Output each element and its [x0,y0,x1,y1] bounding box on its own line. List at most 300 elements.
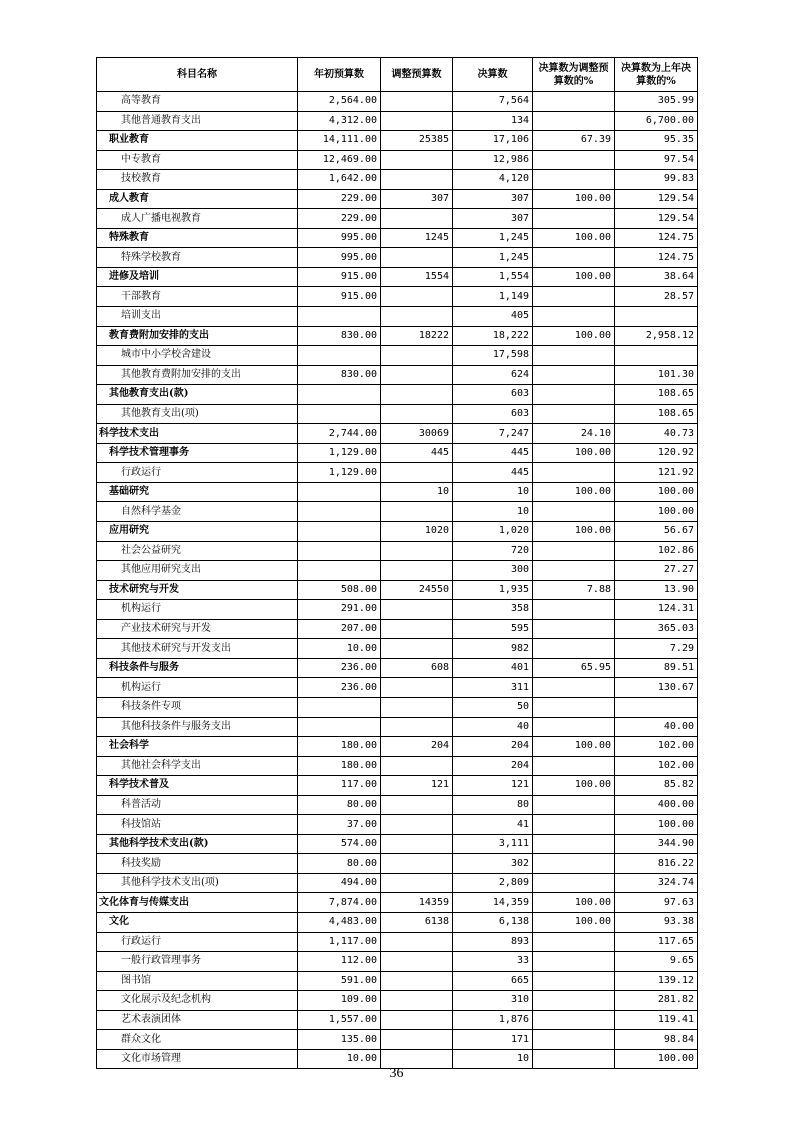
table-row [97,131,698,151]
cell-pct-of-adjusted [533,834,615,854]
cell-pct-of-adjusted [533,170,615,190]
cell-final-account: 41 [453,815,533,835]
table-row [97,463,698,483]
cell-adjusted-budget [381,873,453,893]
cell-adjusted-budget [381,756,453,776]
cell-initial-budget [298,541,381,561]
cell-pct-of-previous: 119.41 [615,1010,698,1030]
cell-pct-of-adjusted: 100.00 [533,189,615,209]
cell-initial-budget: 229.00 [298,189,381,209]
cell-pct-of-adjusted [533,365,615,385]
cell-pct-of-previous: 102.00 [615,737,698,757]
cell-initial-budget: 37.00 [298,815,381,835]
cell-pct-of-previous: 27.27 [615,561,698,581]
table-row [97,287,698,307]
cell-final-account: 18,222 [453,326,533,346]
cell-pct-of-previous: 38.64 [615,267,698,287]
cell-initial-budget [298,346,381,366]
cell-initial-budget: 1,129.00 [298,463,381,483]
cell-initial-budget [298,404,381,424]
cell-final-account: 311 [453,678,533,698]
cell-adjusted-budget: 1245 [381,228,453,248]
cell-adjusted-budget [381,717,453,737]
header-final-account: 决算数 [453,58,533,92]
cell-subject-name: 图书馆 [97,971,298,991]
cell-pct-of-previous [615,697,698,717]
cell-adjusted-budget [381,502,453,522]
cell-initial-budget: 574.00 [298,834,381,854]
cell-final-account: 310 [453,991,533,1011]
cell-subject-name: 教育费附加安排的支出 [97,326,298,346]
cell-adjusted-budget [381,952,453,972]
cell-final-account: 982 [453,639,533,659]
table-row [97,795,698,815]
cell-initial-budget: 14,111.00 [298,131,381,151]
cell-subject-name: 其他科技条件与服务支出 [97,717,298,737]
cell-initial-budget: 180.00 [298,756,381,776]
cell-initial-budget: 2,564.00 [298,92,381,112]
table-row [97,971,698,991]
cell-final-account: 358 [453,600,533,620]
cell-adjusted-budget: 1020 [381,522,453,542]
cell-final-account: 1,935 [453,580,533,600]
cell-pct-of-adjusted: 65.95 [533,658,615,678]
cell-adjusted-budget [381,991,453,1011]
cell-initial-budget: 494.00 [298,873,381,893]
cell-subject-name: 社会科学 [97,737,298,757]
cell-subject-name: 培训支出 [97,307,298,327]
table-row [97,385,698,405]
cell-initial-budget: 508.00 [298,580,381,600]
cell-pct-of-previous: 365.03 [615,619,698,639]
table-row [97,267,698,287]
cell-initial-budget: 10.00 [298,1049,381,1069]
table-row [97,248,698,268]
cell-subject-name: 科技条件专项 [97,697,298,717]
cell-pct-of-previous: 2,958.12 [615,326,698,346]
cell-adjusted-budget: 30069 [381,424,453,444]
cell-pct-of-previous: 120.92 [615,443,698,463]
cell-final-account: 1,245 [453,228,533,248]
cell-adjusted-budget: 14359 [381,893,453,913]
cell-pct-of-adjusted [533,150,615,170]
cell-adjusted-budget: 204 [381,737,453,757]
cell-pct-of-previous: 102.86 [615,541,698,561]
cell-final-account: 12,986 [453,150,533,170]
cell-pct-of-adjusted [533,287,615,307]
cell-pct-of-adjusted: 100.00 [533,893,615,913]
cell-adjusted-budget [381,209,453,229]
cell-pct-of-adjusted [533,404,615,424]
cell-final-account: 302 [453,854,533,874]
cell-pct-of-adjusted [533,697,615,717]
cell-final-account: 204 [453,756,533,776]
cell-final-account: 401 [453,658,533,678]
cell-adjusted-budget [381,600,453,620]
cell-initial-budget: 1,117.00 [298,932,381,952]
cell-pct-of-previous: 95.35 [615,131,698,151]
cell-adjusted-budget [381,971,453,991]
cell-initial-budget: 10.00 [298,639,381,659]
cell-pct-of-adjusted [533,756,615,776]
cell-adjusted-budget [381,697,453,717]
cell-final-account: 121 [453,776,533,796]
cell-pct-of-previous [615,307,698,327]
cell-subject-name: 特殊学校教育 [97,248,298,268]
cell-subject-name: 技校教育 [97,170,298,190]
cell-final-account: 603 [453,404,533,424]
table-row [97,92,698,112]
cell-adjusted-budget: 1554 [381,267,453,287]
cell-initial-budget: 830.00 [298,326,381,346]
table-row [97,600,698,620]
cell-final-account: 3,111 [453,834,533,854]
cell-initial-budget: 12,469.00 [298,150,381,170]
cell-pct-of-previous: 816.22 [615,854,698,874]
table-row [97,424,698,444]
table-row [97,873,698,893]
cell-subject-name: 科技条件与服务 [97,658,298,678]
cell-initial-budget [298,697,381,717]
cell-final-account: 204 [453,737,533,757]
cell-initial-budget [298,561,381,581]
cell-pct-of-adjusted: 67.39 [533,131,615,151]
cell-final-account: 893 [453,932,533,952]
table-row [97,756,698,776]
cell-pct-of-previous: 108.65 [615,404,698,424]
cell-adjusted-budget [381,307,453,327]
cell-pct-of-adjusted: 100.00 [533,267,615,287]
cell-final-account: 445 [453,463,533,483]
cell-adjusted-budget [381,678,453,698]
cell-initial-budget: 4,483.00 [298,912,381,932]
cell-pct-of-previous: 124.75 [615,248,698,268]
cell-adjusted-budget [381,346,453,366]
cell-adjusted-budget [381,287,453,307]
cell-subject-name: 其他教育支出(款) [97,385,298,405]
cell-pct-of-adjusted [533,815,615,835]
cell-pct-of-previous: 40.00 [615,717,698,737]
table-row [97,561,698,581]
cell-subject-name: 文化体育与传媒支出 [97,893,298,913]
cell-subject-name: 艺术表演团体 [97,1010,298,1030]
cell-adjusted-budget: 121 [381,776,453,796]
cell-pct-of-previous: 89.51 [615,658,698,678]
cell-adjusted-budget: 6138 [381,912,453,932]
cell-final-account: 17,106 [453,131,533,151]
table-row [97,404,698,424]
cell-adjusted-budget [381,404,453,424]
cell-pct-of-previous: 101.30 [615,365,698,385]
cell-pct-of-adjusted [533,952,615,972]
table-row [97,326,698,346]
cell-adjusted-budget [381,150,453,170]
table-row [97,854,698,874]
cell-pct-of-previous: 100.00 [615,502,698,522]
cell-adjusted-budget [381,619,453,639]
cell-pct-of-previous: 129.54 [615,209,698,229]
cell-initial-budget: 1,129.00 [298,443,381,463]
table-row [97,228,698,248]
cell-subject-name: 技术研究与开发 [97,580,298,600]
cell-final-account: 4,120 [453,170,533,190]
cell-initial-budget: 1,557.00 [298,1010,381,1030]
table-row [97,893,698,913]
cell-initial-budget: 915.00 [298,287,381,307]
cell-pct-of-previous: 281.82 [615,991,698,1011]
cell-initial-budget: 135.00 [298,1030,381,1050]
cell-initial-budget: 995.00 [298,228,381,248]
cell-final-account: 1,876 [453,1010,533,1030]
cell-pct-of-adjusted [533,717,615,737]
cell-adjusted-budget [381,385,453,405]
cell-pct-of-previous: 13.90 [615,580,698,600]
cell-pct-of-previous: 124.75 [615,228,698,248]
table-row [97,932,698,952]
cell-pct-of-previous: 100.00 [615,1049,698,1069]
cell-final-account: 10 [453,482,533,502]
cell-adjusted-budget: 25385 [381,131,453,151]
cell-pct-of-previous: 85.82 [615,776,698,796]
cell-adjusted-budget: 307 [381,189,453,209]
cell-pct-of-previous: 6,700.00 [615,111,698,131]
cell-initial-budget: 229.00 [298,209,381,229]
cell-pct-of-adjusted [533,619,615,639]
cell-subject-name: 科普活动 [97,795,298,815]
table-row [97,717,698,737]
cell-subject-name: 行政运行 [97,463,298,483]
cell-pct-of-previous: 100.00 [615,815,698,835]
cell-subject-name: 其他科学技术支出(款) [97,834,298,854]
cell-pct-of-adjusted [533,502,615,522]
cell-pct-of-adjusted [533,873,615,893]
cell-pct-of-previous: 139.12 [615,971,698,991]
cell-subject-name: 一般行政管理事务 [97,952,298,972]
cell-pct-of-adjusted [533,795,615,815]
cell-adjusted-budget: 445 [381,443,453,463]
cell-adjusted-budget [381,795,453,815]
cell-subject-name: 成人广播电视教育 [97,209,298,229]
table-row [97,189,698,209]
cell-pct-of-previous: 130.67 [615,678,698,698]
cell-initial-budget: 117.00 [298,776,381,796]
cell-subject-name: 产业技术研究与开发 [97,619,298,639]
cell-adjusted-budget [381,92,453,112]
cell-final-account: 720 [453,541,533,561]
cell-subject-name: 其他教育费附加安排的支出 [97,365,298,385]
cell-subject-name: 中专教育 [97,150,298,170]
cell-pct-of-adjusted: 100.00 [533,737,615,757]
cell-pct-of-adjusted: 100.00 [533,776,615,796]
cell-pct-of-previous: 108.65 [615,385,698,405]
cell-final-account: 307 [453,209,533,229]
table-row [97,815,698,835]
header-subject-name: 科目名称 [97,58,298,92]
table-row [97,209,698,229]
cell-initial-budget [298,717,381,737]
cell-subject-name: 科学技术支出 [97,424,298,444]
cell-final-account: 445 [453,443,533,463]
cell-pct-of-adjusted: 100.00 [533,326,615,346]
table-row [97,502,698,522]
cell-adjusted-budget [381,639,453,659]
table-row [97,111,698,131]
cell-pct-of-previous: 93.38 [615,912,698,932]
cell-pct-of-adjusted [533,209,615,229]
cell-pct-of-previous: 400.00 [615,795,698,815]
cell-subject-name: 机构运行 [97,600,298,620]
cell-pct-of-adjusted [533,600,615,620]
cell-pct-of-adjusted: 100.00 [533,443,615,463]
table-row [97,658,698,678]
cell-final-account: 2,809 [453,873,533,893]
cell-final-account: 1,245 [453,248,533,268]
cell-pct-of-adjusted [533,541,615,561]
cell-final-account: 50 [453,697,533,717]
cell-initial-budget: 291.00 [298,600,381,620]
cell-final-account: 7,564 [453,92,533,112]
table-row [97,365,698,385]
cell-subject-name: 科学技术普及 [97,776,298,796]
cell-initial-budget: 80.00 [298,795,381,815]
cell-subject-name: 科学技术管理事务 [97,443,298,463]
cell-pct-of-adjusted [533,639,615,659]
cell-pct-of-adjusted [533,463,615,483]
cell-pct-of-adjusted [533,854,615,874]
cell-pct-of-adjusted: 100.00 [533,228,615,248]
cell-initial-budget [298,522,381,542]
cell-pct-of-previous: 117.65 [615,932,698,952]
table-row [97,307,698,327]
header-pct-of-adjusted: 决算数为调整预算数的% [533,58,615,92]
cell-pct-of-previous: 124.31 [615,600,698,620]
cell-initial-budget: 4,312.00 [298,111,381,131]
page-number: 36 [389,1066,404,1081]
cell-initial-budget [298,502,381,522]
cell-subject-name: 其他科学技术支出(项) [97,873,298,893]
cell-subject-name: 成人教育 [97,189,298,209]
table-row [97,150,698,170]
cell-pct-of-adjusted: 24.10 [533,424,615,444]
cell-pct-of-adjusted [533,385,615,405]
cell-pct-of-previous: 102.00 [615,756,698,776]
header-pct-of-previous: 决算数为上年决算数的% [615,58,698,92]
cell-pct-of-adjusted: 100.00 [533,482,615,502]
cell-final-account: 1,149 [453,287,533,307]
cell-pct-of-adjusted [533,111,615,131]
cell-final-account: 134 [453,111,533,131]
cell-pct-of-adjusted [533,561,615,581]
cell-subject-name: 行政运行 [97,932,298,952]
cell-pct-of-previous: 40.73 [615,424,698,444]
cell-final-account: 665 [453,971,533,991]
cell-adjusted-budget [381,932,453,952]
cell-pct-of-previous: 100.00 [615,482,698,502]
cell-final-account: 33 [453,952,533,972]
cell-final-account: 171 [453,1030,533,1050]
cell-pct-of-adjusted: 100.00 [533,912,615,932]
cell-initial-budget: 830.00 [298,365,381,385]
cell-adjusted-budget [381,854,453,874]
cell-pct-of-adjusted [533,991,615,1011]
table-row [97,619,698,639]
table-row [97,697,698,717]
cell-pct-of-adjusted [533,932,615,952]
cell-adjusted-budget [381,1010,453,1030]
cell-pct-of-previous: 7.29 [615,639,698,659]
cell-adjusted-budget: 24550 [381,580,453,600]
cell-adjusted-budget [381,111,453,131]
cell-pct-of-previous [615,346,698,366]
cell-final-account: 7,247 [453,424,533,444]
cell-subject-name: 自然科学基金 [97,502,298,522]
header-initial-budget: 年初预算数 [298,58,381,92]
cell-pct-of-previous: 305.99 [615,92,698,112]
cell-initial-budget: 1,642.00 [298,170,381,190]
table-row [97,443,698,463]
cell-adjusted-budget [381,561,453,581]
cell-final-account: 1,554 [453,267,533,287]
cell-initial-budget: 207.00 [298,619,381,639]
cell-initial-budget: 915.00 [298,267,381,287]
cell-adjusted-budget [381,170,453,190]
cell-subject-name: 其他技术研究与开发支出 [97,639,298,659]
table-row [97,1010,698,1030]
cell-subject-name: 城市中小学校舍建设 [97,346,298,366]
cell-pct-of-adjusted [533,307,615,327]
cell-final-account: 10 [453,1049,533,1069]
cell-pct-of-adjusted: 100.00 [533,522,615,542]
cell-adjusted-budget [381,541,453,561]
cell-subject-name: 科技奖励 [97,854,298,874]
cell-subject-name: 群众文化 [97,1030,298,1050]
cell-final-account: 17,598 [453,346,533,366]
table-row [97,912,698,932]
cell-pct-of-previous: 324.74 [615,873,698,893]
cell-pct-of-adjusted [533,346,615,366]
cell-initial-budget: 112.00 [298,952,381,972]
cell-pct-of-previous: 98.84 [615,1030,698,1050]
table-row [97,541,698,561]
cell-initial-budget: 7,874.00 [298,893,381,913]
cell-final-account: 10 [453,502,533,522]
cell-pct-of-previous: 97.54 [615,150,698,170]
cell-subject-name: 进修及培训 [97,267,298,287]
cell-final-account: 1,020 [453,522,533,542]
cell-initial-budget: 236.00 [298,658,381,678]
cell-final-account: 14,359 [453,893,533,913]
table-body [97,92,698,1069]
cell-adjusted-budget [381,248,453,268]
cell-subject-name: 基础研究 [97,482,298,502]
cell-subject-name: 机构运行 [97,678,298,698]
cell-subject-name: 文化展示及纪念机构 [97,991,298,1011]
cell-final-account: 80 [453,795,533,815]
cell-subject-name: 科技馆站 [97,815,298,835]
cell-initial-budget: 80.00 [298,854,381,874]
table-row [97,776,698,796]
cell-subject-name: 其他普通教育支出 [97,111,298,131]
table-row [97,834,698,854]
cell-pct-of-adjusted: 7.88 [533,580,615,600]
cell-adjusted-budget: 10 [381,482,453,502]
cell-pct-of-previous: 129.54 [615,189,698,209]
cell-subject-name: 文化市场管理 [97,1049,298,1069]
table-row [97,952,698,972]
table-row [97,678,698,698]
table-row [97,522,698,542]
cell-subject-name: 应用研究 [97,522,298,542]
